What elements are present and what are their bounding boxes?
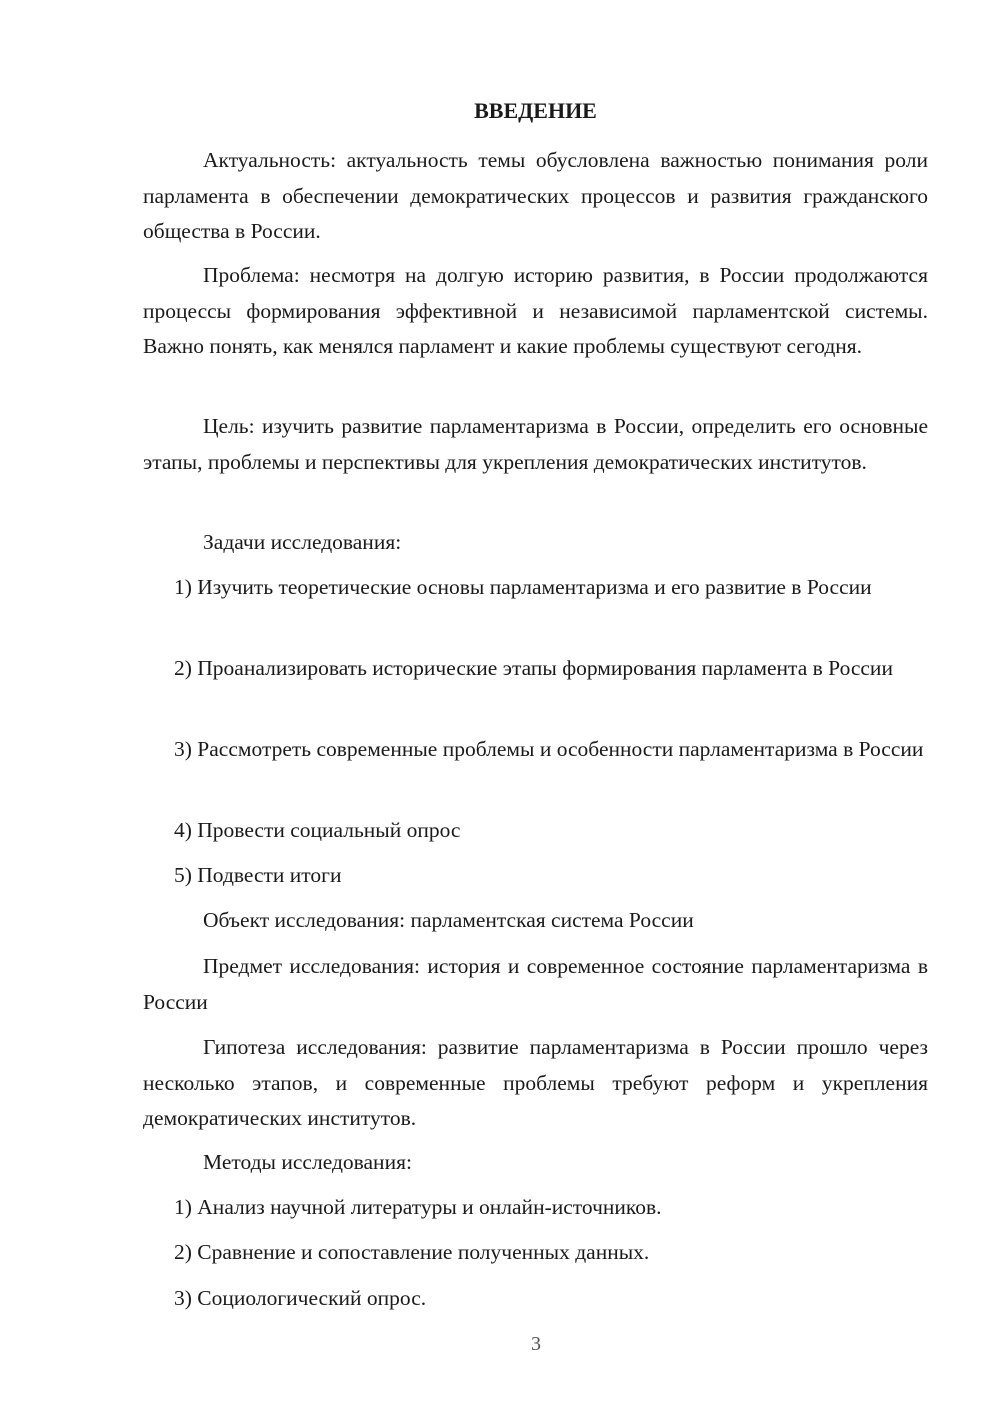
task-item-3: 3) Рассмотреть современные проблемы и особенности парламентаризма в России	[174, 737, 924, 761]
relevance-paragraph: Актуальность: актуальность темы обусловлена важностью понимания роли парламента в обеспечении демократических процессов и развития гражданского общества в России.	[143, 148, 928, 243]
subject-paragraph: Предмет исследования: история и современное состояние парламентаризма в России	[143, 954, 928, 1014]
goal-paragraph: Цель: изучить развитие парламентаризма в России, определить его основные этапы, проблемы и перспективы для укрепления демократических институтов.	[143, 414, 928, 474]
task-item-4: 4) Провести социальный опрос	[174, 818, 461, 842]
page-number: 3	[531, 1333, 541, 1355]
methods-heading: Методы исследования:	[203, 1150, 412, 1174]
page-title: ВВЕДЕНИЕ	[474, 98, 597, 123]
task-item-2: 2) Проанализировать исторические этапы формирования парламента в России	[174, 656, 893, 680]
method-item-3: 3) Социологический опрос.	[174, 1286, 427, 1310]
task-item-1: 1) Изучить теоретические основы парламентаризма и его развитие в России	[174, 575, 872, 599]
problem-paragraph: Проблема: несмотря на долгую историю развития, в России продолжаются процессы формирования эффективной и независимой парламентской системы. Важно понять, как менялся парламент и какие проблемы существуют сегодня.	[143, 263, 928, 358]
hypothesis-paragraph: Гипотеза исследования: развитие парламентаризма в России прошло через несколько этапов, и современные проблемы требуют реформ и укрепления демократических институтов.	[143, 1035, 928, 1130]
object-paragraph: Объект исследования: парламентская система России	[203, 908, 694, 932]
task-item-5: 5) Подвести итоги	[174, 863, 342, 887]
method-item-1: 1) Анализ научной литературы и онлайн-источников.	[174, 1195, 662, 1219]
tasks-heading: Задачи исследования:	[203, 530, 402, 554]
method-item-2: 2) Сравнение и сопоставление полученных данных.	[174, 1240, 650, 1264]
